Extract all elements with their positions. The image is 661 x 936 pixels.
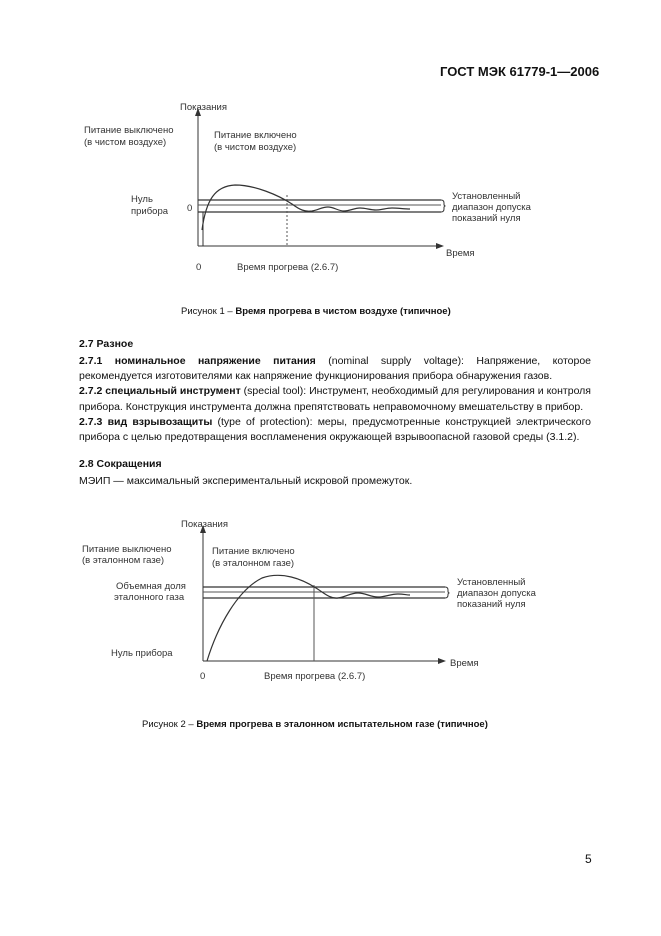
page-number: 5 [585, 852, 592, 866]
fig1-zero-tick: 0 [187, 203, 193, 214]
fig1-x-axis-arrow [436, 243, 444, 249]
figure-1-caption [181, 306, 451, 317]
clause-2-7-3 [79, 415, 591, 445]
section-2-8-text: МЭИП — максимальный экспериментальный искровой промежуток. [79, 475, 413, 487]
section-2-7-body [79, 354, 591, 445]
fig1-zero-label: Нуль [131, 194, 153, 205]
figure-2-caption-title: Время прогрева в эталонном испытательном газе (типичное) [196, 719, 488, 730]
clause-2-7-3-term: вид взрывозащиты [107, 415, 213, 428]
fig1-origin: 0 [196, 262, 202, 273]
figure-2-warmup-reference-gas [0, 500, 661, 700]
fig2-power-off-label: Питание выключено [82, 544, 172, 555]
fig2-power-off-sub: (в эталонном газе) [82, 555, 165, 566]
fig1-response-curve [202, 185, 410, 230]
clause-2-7-1-text: (nominal supply voltage): Напряжение, которое рекомендуется изготовителями как напряжение функционирования прибора обнаружения газов. [79, 355, 591, 383]
fig1-power-off-sub: (в чистом воздухе) [84, 137, 167, 148]
clause-2-7-2-text: (special tool): Инструмент, необходимый для регулирования и контроля прибора. Конструкция инструмента должна препятствовать неправомочному вмешательству в прибор. [79, 385, 591, 413]
fig2-volume-label: Объемная доля [116, 581, 186, 592]
fig2-band-label-1: Установленный [457, 577, 526, 588]
section-2-7-title: 2.7 Разное [79, 338, 134, 350]
section-2-8-title: 2.8 Сокращения [79, 458, 162, 470]
fig1-zero-sub: прибора [131, 206, 169, 217]
fig1-power-off-label: Питание выключено [84, 125, 174, 136]
figure-2-caption-prefix: Рисунок 2 – [142, 719, 194, 730]
fig2-band-brace [445, 587, 449, 598]
clause-2-7-1-number: 2.7.1 [79, 355, 103, 367]
figure-1-caption-prefix: Рисунок 1 – [181, 306, 233, 317]
figure-1-warmup-clean-air [0, 0, 661, 300]
fig2-x-axis-label: Время [450, 658, 479, 669]
clause-2-7-2-number: 2.7.2 [79, 385, 103, 398]
fig1-band-label-3: показаний нуля [452, 213, 521, 224]
figure-2-caption [142, 719, 488, 730]
clause-2-7-1-term: номинальное напряжение питания [114, 355, 316, 367]
fig2-zero-label: Нуль прибора [111, 648, 173, 659]
fig2-y-axis-label: Показания [181, 519, 228, 530]
fig2-power-on-sub: (в эталонном газе) [212, 558, 295, 569]
fig1-x-axis-label: Время [446, 248, 475, 259]
fig1-warmup-label: Время прогрева (2.6.7) [237, 262, 339, 273]
fig1-power-on-sub: (в чистом воздухе) [214, 142, 297, 153]
fig2-power-on-label: Питание включено [212, 546, 295, 557]
fig2-origin: 0 [200, 671, 206, 682]
fig1-band-brace [441, 200, 445, 212]
fig2-volume-sub: эталонного газа [114, 592, 185, 603]
clause-2-7-1 [79, 354, 591, 384]
fig1-band-label-1: Установленный [452, 191, 521, 202]
fig2-band-label-2: диапазон допуска [457, 588, 536, 599]
document-standard-header: ГОСТ МЭК 61779-1—2006 [440, 64, 600, 79]
fig1-band-label-2: диапазон допуска [452, 202, 531, 213]
figure-1-caption-title: Время прогрева в чистом воздухе (типичное) [235, 306, 451, 317]
fig1-y-axis-label: Показания [180, 102, 227, 113]
clause-2-7-2 [79, 384, 591, 414]
fig2-warmup-label: Время прогрева (2.6.7) [264, 671, 366, 682]
fig2-x-axis-arrow [438, 658, 446, 664]
fig2-band-label-3: показаний нуля [457, 599, 526, 610]
fig1-power-on-label: Питание включено [214, 130, 297, 141]
clause-2-7-3-text: (type of protection): меры, предусмотренные конструкцией электрического прибора с целью предотвращения воспламенения окружающей взрывоопасной газовой среды (3.1.2). [79, 415, 592, 444]
fig2-response-curve [207, 575, 410, 661]
clause-2-7-2-term: специальный инструмент [105, 385, 241, 398]
clause-2-7-3-number: 2.7.3 [79, 415, 103, 428]
